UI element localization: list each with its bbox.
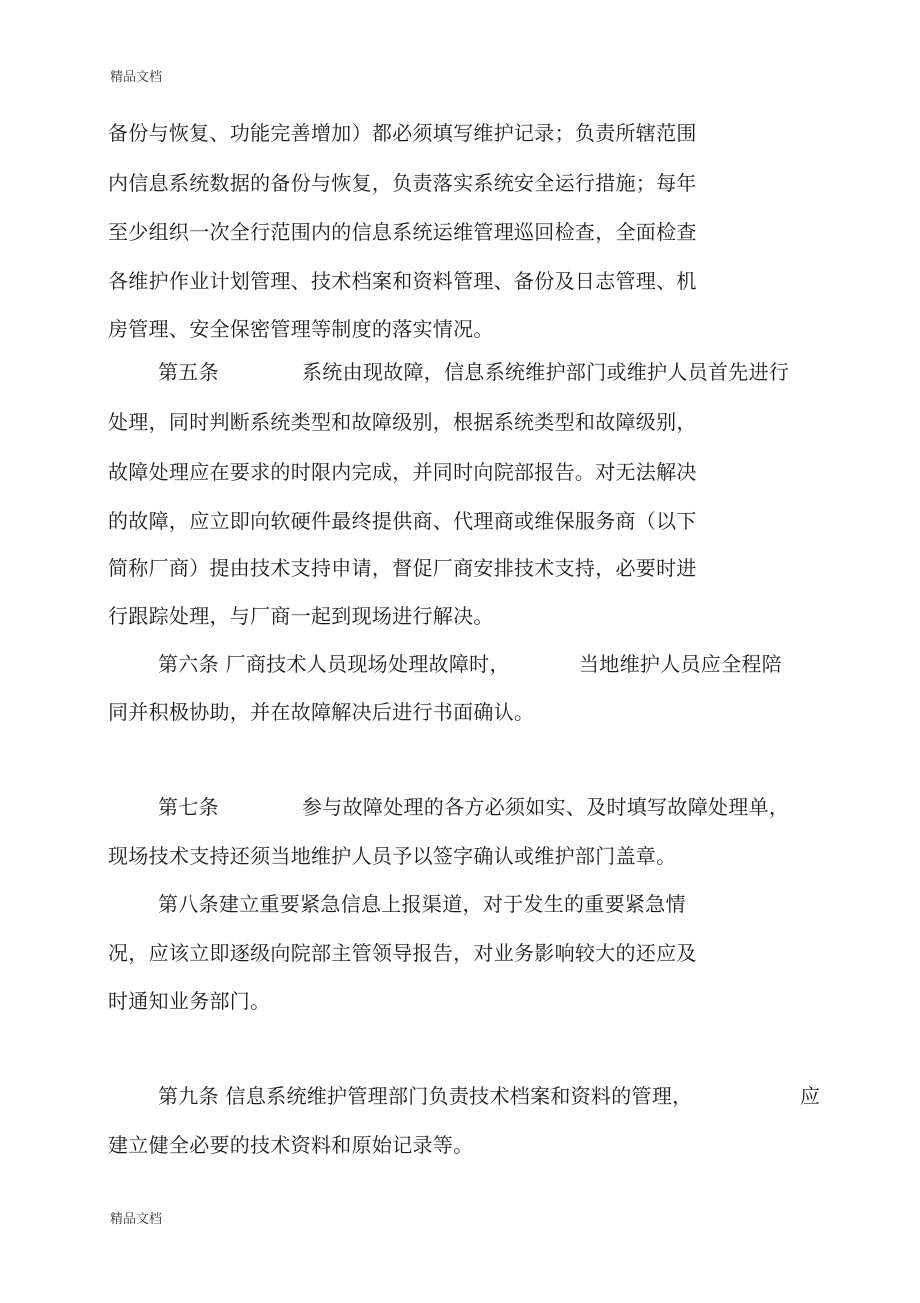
paragraph-line: 内信息系统数据的备份与恢复，负责落实系统安全运行措施；每年	[108, 171, 697, 195]
article-9-text-cont: 应	[800, 1084, 821, 1108]
paragraph-line: 各维护作业计划管理、技术档案和资料管理、备份及日志管理、机	[108, 269, 697, 293]
paragraph-line: 现场技术支持还须当地维护人员予以签字确认或维护部门盖章。	[108, 844, 677, 868]
paragraph-line: 备份与恢复、功能完善增加）都必须填写维护记录；负责所辖范围	[108, 121, 697, 145]
paragraph-line: 的故障，应立即向软硬件最终提供商、代理商或维保服务商（以下	[108, 509, 697, 533]
paragraph-line: 故障处理应在要求的时限内完成，并同时向院部报告。对无法解决	[108, 460, 697, 484]
paragraph-line: 建立健全必要的技术资料和原始记录等。	[108, 1133, 474, 1157]
paragraph-line: 时通知业务部门。	[108, 989, 271, 1013]
article-9-text: 第九条 信息系统维护管理部门负责技术档案和资料的管理，	[158, 1084, 693, 1108]
article-7-number: 第七条	[158, 795, 219, 819]
paragraph-line: 同并积极协助，并在故障解决后进行书面确认。	[108, 700, 535, 724]
article-7-text: 参与故障处理的各方必须如实、及时填写故障处理单，	[302, 795, 790, 819]
article-6-text: 第六条 厂商技术人员现场处理故障时，	[158, 652, 510, 676]
article-5-text: 系统由现故障，信息系统维护部门或维护人员首先进行	[302, 360, 790, 384]
article-5-number: 第五条	[158, 360, 219, 384]
paragraph-line: 行跟踪处理，与厂商一起到现场进行解决。	[108, 604, 494, 628]
paragraph-line: 况，应该立即逐级向院部主管领导报告，对业务影响较大的还应及	[108, 941, 697, 965]
paragraph-line: 至少组织一次全行范围内的信息系统运维管理巡回检查，全面检查	[108, 220, 697, 244]
article-6-text-cont: 当地维护人员应全程陪	[579, 652, 782, 676]
article-8-text: 第八条建立重要紧急信息上报渠道，对于发生的重要紧急情	[158, 892, 686, 916]
paragraph-line: 处理，同时判断系统类型和故障级别，根据系统类型和故障级别，	[108, 410, 697, 434]
page-header: 精品文档	[110, 70, 163, 85]
page-footer: 精品文档	[110, 1212, 163, 1227]
paragraph-line: 简称厂商）提由技术支持申请，督促厂商安排技术支持，必要时进	[108, 556, 697, 580]
paragraph-line: 房管理、安全保密管理等制度的落实情况。	[108, 317, 494, 341]
